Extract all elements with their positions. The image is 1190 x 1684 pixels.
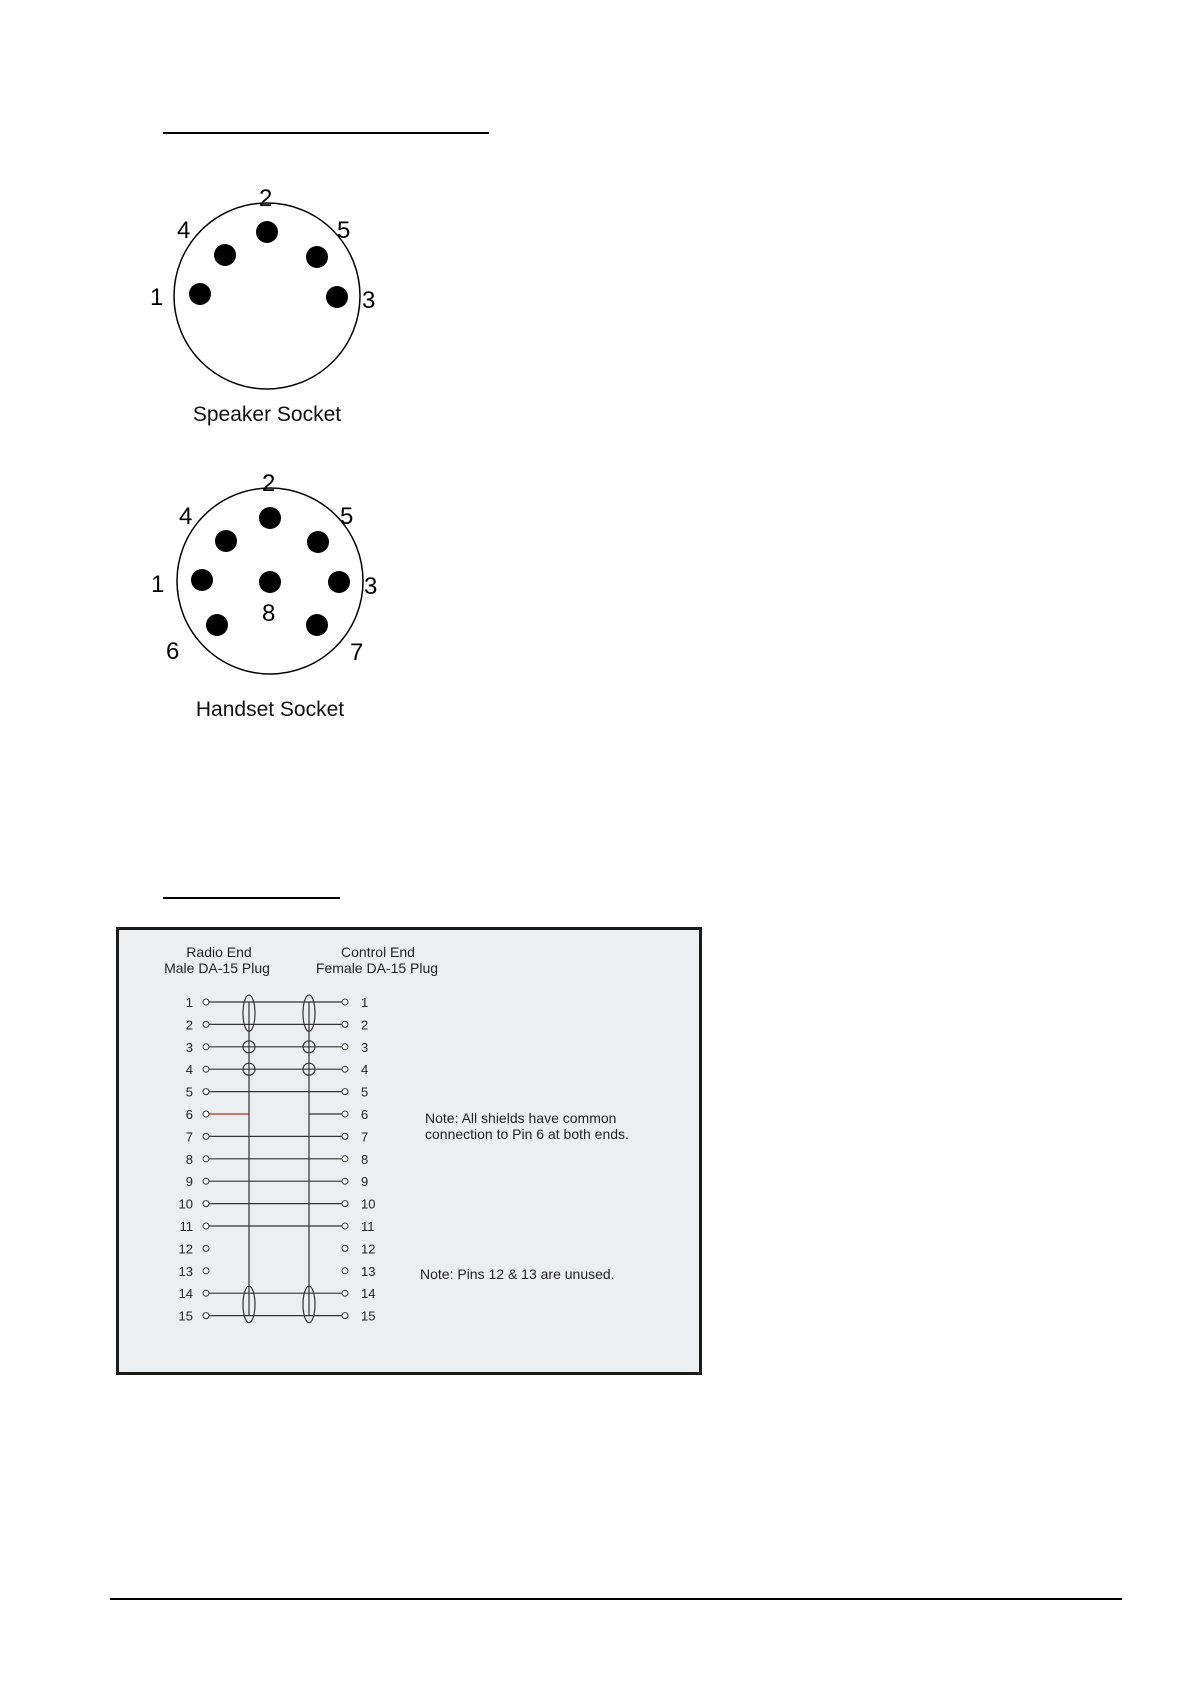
handset-pin-label-5: 5 [340,503,354,530]
footer-rule [110,1598,1122,1600]
control-pin-label-15: 15 [361,1308,376,1324]
radio-pin-label-15: 15 [178,1308,193,1324]
control-pin-terminal-9 [342,1178,348,1184]
speaker-pin-2 [256,221,278,243]
handset-pin-label-8: 8 [262,600,276,627]
radio-pin-terminal-9 [203,1178,209,1184]
radio-pin-label-11: 11 [179,1219,193,1234]
section-heading-underline-2 [163,897,340,899]
wire-group [179,995,376,1324]
radio-end-title: Radio End [186,944,252,960]
control-pin-terminal-10 [342,1201,348,1207]
radio-pin-label-12: 12 [178,1241,193,1257]
control-pin-terminal-2 [342,1021,348,1027]
radio-pin-terminal-4 [203,1066,209,1072]
radio-pin-terminal-8 [203,1156,209,1162]
speaker-pin-5 [306,246,328,268]
radio-pin-label-9: 9 [185,1174,193,1190]
radio-pin-label-2: 2 [185,1017,193,1033]
control-pin-label-5: 5 [361,1084,369,1100]
control-pin-terminal-1 [342,999,348,1005]
control-pin-terminal-3 [342,1044,348,1050]
handset-socket [151,470,377,721]
speaker-pin-label-5: 5 [337,217,351,244]
handset-pin-7 [306,614,328,636]
radio-pin-label-5: 5 [185,1084,193,1100]
control-pin-terminal-12 [342,1245,348,1251]
radio-pin-terminal-12 [203,1245,209,1251]
note-shields-line1: Note: All shields have common [425,1110,617,1126]
control-pin-terminal-6 [342,1111,348,1117]
radio-pin-label-14: 14 [178,1286,193,1302]
control-pin-terminal-5 [342,1089,348,1095]
radio-pin-label-3: 3 [185,1039,193,1055]
handset-pin-3 [328,571,350,593]
handset-pin-label-4: 4 [179,503,193,530]
radio-pin-terminal-6 [203,1111,209,1117]
radio-pin-label-8: 8 [185,1151,193,1167]
speaker-pin-label-2: 2 [259,185,273,212]
handset-pin-1 [191,569,213,591]
speaker-pin-label-4: 4 [177,217,191,244]
radio-pin-terminal-15 [203,1313,209,1319]
radio-pin-label-1: 1 [185,995,193,1010]
handset-pin-4 [215,530,237,552]
handset-pin-label-1: 1 [151,571,165,598]
control-pin-terminal-7 [342,1133,348,1139]
speaker-socket-caption: Speaker Socket [192,403,342,426]
radio-pin-label-13: 13 [178,1263,193,1279]
radio-pin-label-7: 7 [185,1129,193,1145]
radio-pin-label-4: 4 [185,1062,193,1078]
socket-diagrams [0,0,1190,760]
handset-socket-caption: Handset Socket [195,698,345,721]
radio-end-subtitle: Male DA-15 Plug [164,960,270,976]
radio-pin-terminal-3 [203,1044,209,1050]
control-pin-terminal-14 [342,1290,348,1296]
control-pin-label-13: 13 [361,1263,376,1279]
control-pin-label-6: 6 [361,1107,369,1122]
radio-pin-terminal-2 [203,1021,209,1027]
control-pin-label-10: 10 [361,1196,376,1212]
control-pin-terminal-4 [342,1066,348,1072]
control-pin-label-8: 8 [361,1151,369,1167]
handset-pin-label-7: 7 [350,639,364,666]
radio-pin-terminal-11 [203,1223,209,1229]
note-unused-pins: Note: Pins 12 & 13 are unused. [420,1266,615,1282]
radio-pin-terminal-1 [203,999,209,1005]
radio-pin-terminal-13 [203,1268,209,1274]
handset-pin-label-3: 3 [364,573,378,600]
control-pin-label-9: 9 [361,1174,369,1190]
handset-pin-2 [259,507,281,529]
control-pin-label-1: 1 [361,995,369,1010]
control-pin-terminal-8 [342,1156,348,1162]
radio-pin-terminal-7 [203,1133,209,1139]
control-pin-label-2: 2 [361,1017,369,1033]
handset-pin-8 [259,571,281,593]
speaker-socket [150,185,375,426]
control-pin-label-11: 11 [361,1219,375,1234]
control-pin-terminal-15 [342,1313,348,1319]
handset-pin-5 [307,531,329,553]
radio-pin-terminal-14 [203,1290,209,1296]
control-pin-label-7: 7 [361,1129,369,1145]
control-end-subtitle: Female DA-15 Plug [315,960,439,976]
radio-pin-terminal-5 [203,1089,209,1095]
radio-pin-terminal-10 [203,1201,209,1207]
speaker-pin-label-1: 1 [150,284,164,311]
handset-pin-label-2: 2 [262,470,276,497]
speaker-pin-3 [326,286,348,308]
control-end-title: Control End [341,944,415,960]
note-shields-line2: connection to Pin 6 at both ends. [425,1126,629,1142]
speaker-pin-1 [189,283,211,305]
control-pin-label-14: 14 [361,1286,376,1302]
speaker-pin-4 [214,244,236,266]
handset-pin-6 [206,614,228,636]
control-pin-label-12: 12 [361,1241,376,1257]
cable-wiring-svg [119,930,699,1372]
handset-pin-label-6: 6 [166,638,180,665]
control-pin-label-4: 4 [361,1062,369,1078]
control-pin-terminal-11 [342,1223,348,1229]
control-pin-label-3: 3 [361,1039,369,1055]
control-pin-terminal-13 [342,1268,348,1274]
cable-wiring-diagram [116,927,702,1375]
radio-pin-label-6: 6 [185,1107,193,1122]
radio-pin-label-10: 10 [178,1196,193,1212]
speaker-pin-label-3: 3 [362,287,376,314]
